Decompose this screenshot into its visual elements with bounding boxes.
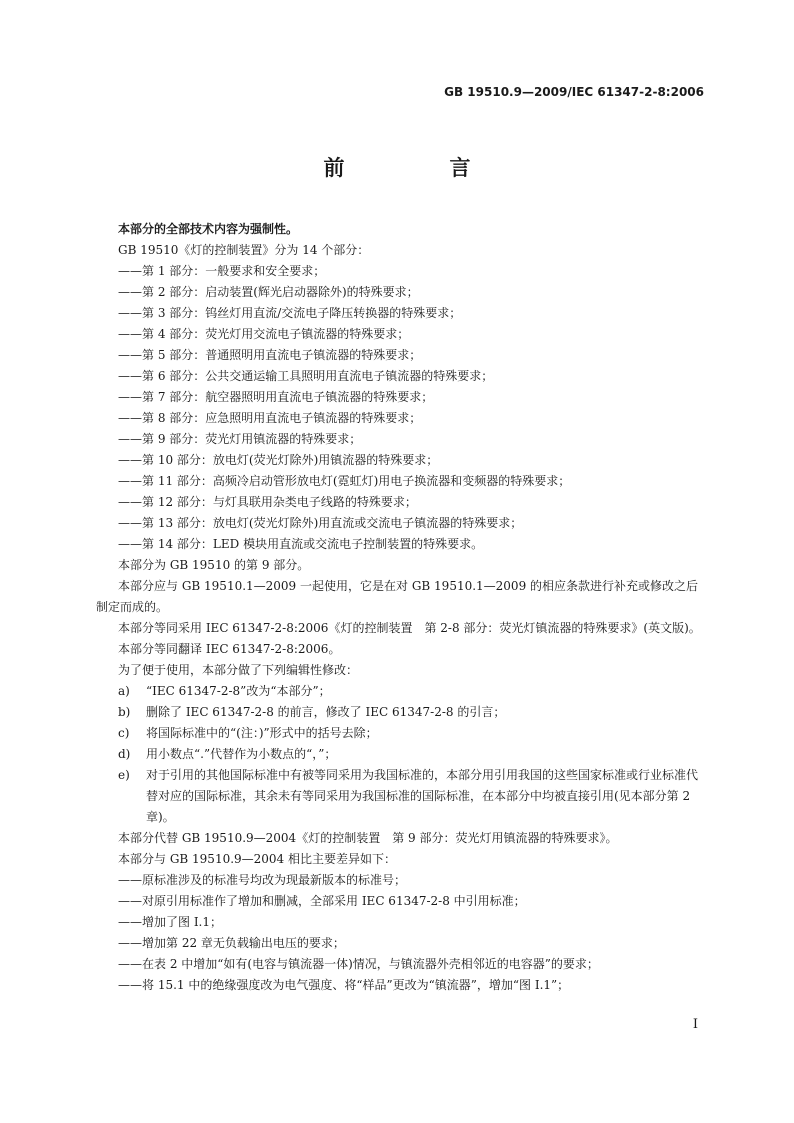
list-item: ——第 7 部分：航空器照明用直流电子镇流器的特殊要求； bbox=[118, 390, 434, 404]
item-marker: e) bbox=[118, 768, 130, 782]
item-text: 用小数点“.”代替作为小数点的“，”； bbox=[146, 747, 337, 761]
list-item: ——第 12 部分：与灯具联用杂类电子线路的特殊要求； bbox=[118, 495, 417, 509]
list-item: ——增加了图 I.1； bbox=[118, 915, 223, 929]
list-item: ——第 5 部分：普通照明用直流电子镇流器的特殊要求； bbox=[118, 348, 422, 362]
list-item: ——第 2 部分：启动装置(辉光启动器除外)的特殊要求； bbox=[118, 285, 419, 299]
page-title-text: 前 言 bbox=[323, 156, 513, 180]
standard-code-header: GB 19510.9—2009/IEC 61347-2-8:2006 bbox=[444, 85, 704, 99]
list-item: ——第 11 部分：高频冷启动管形放电灯(霓虹灯)用电子换流器和变频器的特殊要求； bbox=[118, 474, 571, 488]
adoption-statement: 本部分等同采用 IEC 61347-2-8:2006《灯的控制装置 第 2-8 部分：荧光灯镇流器的特殊要求》(英文版)。 bbox=[118, 621, 701, 635]
edits-intro: 为了便于使用，本部分做了下列编辑性修改： bbox=[118, 663, 359, 677]
item-marker: b) bbox=[118, 705, 131, 719]
usage-statement: 本部分应与 GB 19510.1—2009 一起使用，它是在对 GB 19510.1—2009 的相应条款进行补充或修改之后制定而成的。 bbox=[96, 579, 699, 614]
mandatory-statement: 本部分的全部技术内容为强制性。 bbox=[118, 222, 299, 236]
list-item bbox=[96, 765, 708, 828]
item-text: 将国际标准中的“(注：)”形式中的括号去除； bbox=[146, 726, 378, 740]
list-item: ——第 14 部分：LED 模块用直流或交流电子控制装置的特殊要求。 bbox=[118, 537, 484, 551]
item-text: 删除了 IEC 61347-2-8 的前言，修改了 IEC 61347-2-8 的引言； bbox=[146, 705, 506, 719]
page-title bbox=[0, 152, 794, 182]
list-item: ——第 1 部分：一般要求和安全要求； bbox=[118, 264, 326, 278]
list-item: ——第 3 部分：钨丝灯用直流/交流电子降压转换器的特殊要求； bbox=[118, 306, 462, 320]
supersede-statement: 本部分代替 GB 19510.9—2004《灯的控制装置 第 9 部分：荧光灯用镇流器的特殊要求》。 bbox=[118, 831, 618, 845]
differences-intro: 本部分与 GB 19510.9—2004 相比主要差异如下： bbox=[118, 852, 397, 866]
list-item: ——在表 2 中增加“如有(电容与镇流器一体)情况，与镇流器外壳相邻近的电容器”的要求； bbox=[118, 957, 599, 971]
item-text: 对于引用的其他国际标准中有被等同采用为我国标准的，本部分用引用我国的这些国家标准或行业标准代替对应的国际标准，其余未有等同采用为我国标准的国际标准，在本部分中均被直接引用(见本部分第 2 章)。 bbox=[146, 768, 699, 824]
item-marker: d) bbox=[118, 747, 131, 761]
list-item: ——将 15.1 中的绝缘强度改为电气强度、将“样品”更改为“镇流器”，增加“图 I.1”； bbox=[118, 978, 570, 992]
translation-statement: 本部分等同翻译 IEC 61347-2-8:2006。 bbox=[118, 642, 341, 656]
list-item: ——第 13 部分：放电灯(荧光灯除外)用直流或交流电子镇流器的特殊要求； bbox=[118, 516, 523, 530]
parts-intro: GB 19510《灯的控制装置》分为 14 个部分： bbox=[118, 243, 370, 257]
list-item: ——第 9 部分：荧光灯用镇流器的特殊要求； bbox=[118, 432, 362, 446]
item-marker: c) bbox=[118, 726, 130, 740]
list-item bbox=[96, 744, 708, 765]
edits-list bbox=[96, 681, 708, 828]
list-item: ——原标准涉及的标准号均改为现最新版本的标准号； bbox=[118, 873, 407, 887]
list-item bbox=[96, 702, 708, 723]
list-item: ——增加第 22 章无负载输出电压的要求； bbox=[118, 936, 345, 950]
list-item bbox=[96, 681, 708, 702]
page-number: I bbox=[692, 1017, 698, 1032]
item-text: “IEC 61347-2-8”改为“本部分”； bbox=[146, 684, 331, 698]
list-item: ——第 4 部分：荧光灯用交流电子镇流器的特殊要求； bbox=[118, 327, 410, 341]
list-item: ——第 6 部分：公共交通运输工具照明用直流电子镇流器的特殊要求； bbox=[118, 369, 494, 383]
item-marker: a) bbox=[118, 684, 130, 698]
differences-list bbox=[96, 870, 708, 996]
list-item: ——第 8 部分：应急照明用直流电子镇流器的特殊要求； bbox=[118, 411, 422, 425]
foreword-body bbox=[96, 219, 708, 996]
list-item: ——第 10 部分：放电灯(荧光灯除外)用镇流器的特殊要求； bbox=[118, 453, 439, 467]
list-item bbox=[96, 723, 708, 744]
list-item: ——对原引用标准作了增加和删减，全部采用 IEC 61347-2-8 中引用标准； bbox=[118, 894, 526, 908]
part-statement: 本部分为 GB 19510 的第 9 部分。 bbox=[118, 558, 310, 572]
parts-list bbox=[96, 261, 708, 555]
